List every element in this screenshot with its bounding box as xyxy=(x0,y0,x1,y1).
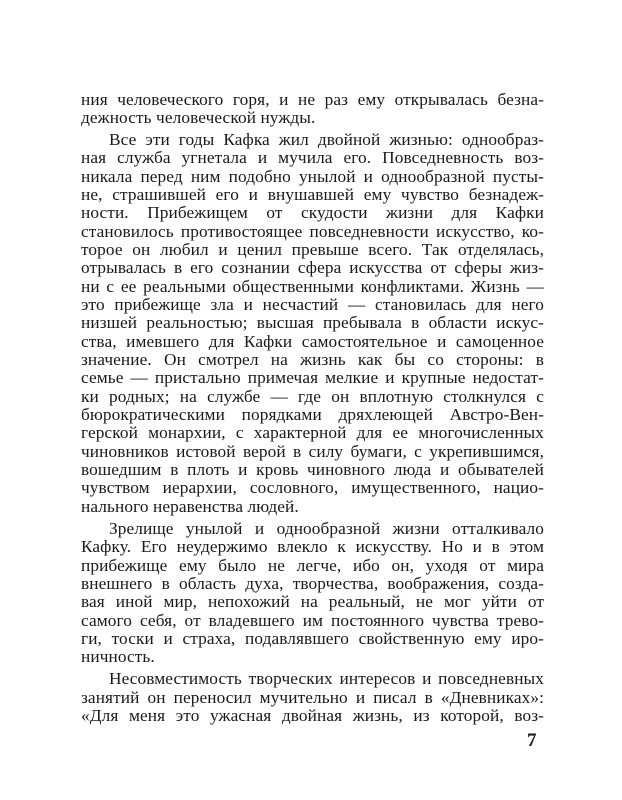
text-line: нального неравенства людей. xyxy=(81,497,299,516)
text-line: занятий он переносил мучительно и писал в «Дневниках»: xyxy=(81,688,544,707)
text-line: дежность человеческой нужды. xyxy=(81,108,316,127)
text-line: ги, тоски и страха, подавлявшего свойственную ему иро- xyxy=(81,629,544,648)
text-line: внешнего в область духа, творчества, воображения, созда- xyxy=(81,574,544,593)
text-line: «Для меня это ужасная двойная жизнь, из которой, воз- xyxy=(81,706,544,725)
text-line: прибежище ему было не легче, ибо он, уходя от мира xyxy=(81,556,544,575)
text-line: бюрократическими порядками дряхлеющей Австро-Вен- xyxy=(81,405,544,424)
text-line: Кафку. Его неудержимо влекло к искусству. Но и в этом xyxy=(81,537,544,556)
text-line: чувством иерархии, сословного, имущественного, нацио- xyxy=(81,478,544,497)
text-line: ни с ее реальными общественными конфликтами. Жизнь — xyxy=(81,277,544,296)
text-line: ности. Прибежищем от скудости жизни для Кафки xyxy=(81,203,544,222)
text-line: ства, имевшего для Кафки самостоятельное и самоценное xyxy=(81,332,544,351)
text-line: ния человеческого горя, и не раз ему открывалась безна- xyxy=(81,90,544,109)
text-line: семье — пристально примечая мелкие и крупные недостат- xyxy=(81,368,544,387)
text-line: вошедшим в плоть и кровь чиновного люда и обывателей xyxy=(81,460,544,479)
text-line: Зрелище унылой и однообразной жизни отталкивало xyxy=(109,519,544,538)
text-line: никала перед ним подобно унылой и однообразной пусты- xyxy=(81,167,544,186)
text-line: ки родных; на службе — где он вплотную столкнулся с xyxy=(81,387,544,406)
text-line: становилось противостоящее повседневности искусство, ко- xyxy=(81,222,544,241)
text-line: значение. Он смотрел на жизнь как бы со стороны: в xyxy=(81,350,544,369)
text-line: герской монархии, с характерной для ее многочисленных xyxy=(81,423,544,442)
text-line: чиновников истовой верой в силу бумаги, с укрепившимся, xyxy=(81,442,544,461)
text-line: это прибежище зла и несчастий — становилась для него xyxy=(81,295,544,314)
text-line: Несовместимость творческих интересов и повседневных xyxy=(109,669,544,688)
text-line: самого себя, от владевшего им постоянного чувства трево- xyxy=(81,611,544,630)
text-line: ная служба угнетала и мучила его. Повседневность воз- xyxy=(81,148,544,167)
text-line: Все эти годы Кафка жил двойной жизнью: однообраз- xyxy=(109,130,544,149)
text-line: отрывалась в его сознании сфера искусства от сферы жиз- xyxy=(81,258,544,277)
text-line: не, страшившей его и внушавшей ему чувство безнадеж- xyxy=(81,185,544,204)
page-number: 7 xyxy=(527,730,537,751)
text-line: вая иной мир, непохожий на реальный, не мог уйти от xyxy=(81,592,544,611)
text-line: низшей реальностью; высшая пребывала в области искус- xyxy=(81,313,544,332)
text-line: торое он любил и ценил превыше всего. Так отделялась, xyxy=(81,240,544,259)
text-line: ничность. xyxy=(81,647,155,666)
